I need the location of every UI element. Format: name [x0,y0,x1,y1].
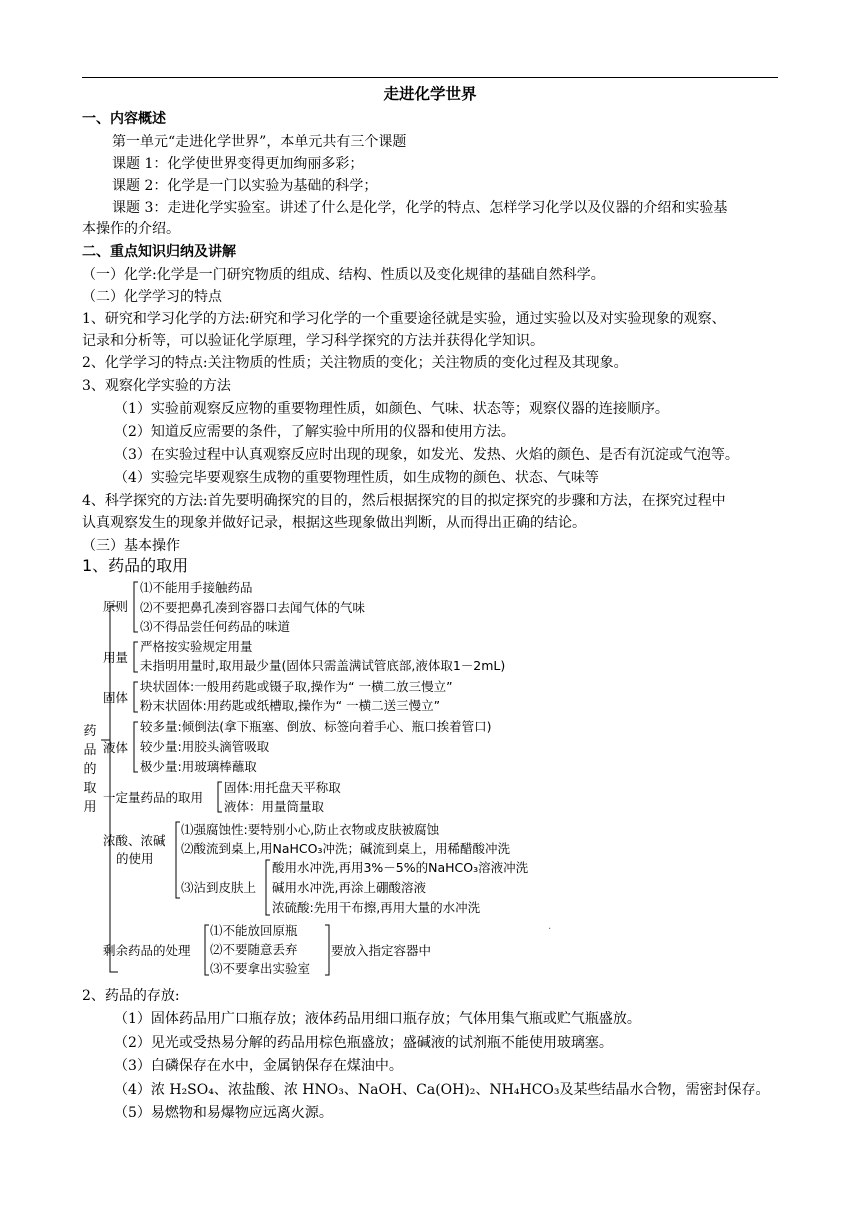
paragraph: （一）化学:化学是一门研究物质的组成、结构、性质以及变化规律的基础自然科学。 [82,267,605,283]
tree-leaf: 酸用水冲洗,再用3%－5%的NaHCO₃溶液冲洗 [272,860,529,875]
list-item: （5）易燃物和易爆物应远离火源。 [114,1105,333,1121]
list-item: （3）白磷保存在水中，金属钠保存在煤油中。 [114,1058,403,1074]
node-concentrated-usage: 的使用 [116,851,154,866]
tree-leaf: ⑵不要随意丢弃 [210,942,298,957]
paragraph: 记录和分析等，可以验证化学原理，学习科学探究的方法并获得化学知识。 [82,333,544,349]
section-heading-overview: 一、内容概述 [82,111,166,127]
section-heading-key-points: 二、重点知识归纳及讲解 [82,244,236,260]
tree-leaf: 极少量:用玻璃棒蘸取 [140,759,257,774]
tree-leaf: 要放入指定容器中 [331,943,432,958]
subheading: （三）基本操作 [82,538,180,554]
tree-leaf: 液体：用量筒量取 [224,799,325,814]
list-item: （3）在实验过程中认真观察反应时出现的现象，如发光、发热、火焰的颜色、是否有沉淀或气泡等。 [114,447,739,463]
paragraph: 1、研究和学习化学的方法:研究和学习化学的一个重要途径就是实验，通过实验以及对实验现象的观察、 [82,311,726,327]
stray-mark: . [548,921,552,932]
page-title: 走进化学世界 [383,85,477,103]
list-item: （1）固体药品用广口瓶存放；液体药品用细口瓶存放；气体用集气瓶或贮气瓶盛放。 [114,1011,641,1027]
list-item: （1）实验前观察反应物的重要物理性质，如颜色、气味、状态等；观察仪器的连接顺序。 [114,401,669,417]
paragraph: 课题 2：化学是一门以实验为基础的科学； [112,178,378,194]
paragraph: 认真观察发生的现象并做好记录，根据这些现象做出判断，从而得出正确的结论。 [82,515,586,531]
tree-leaf: 浓硫酸:先用干布擦,再用大量的水冲洗 [272,900,481,915]
node-solid: 固体 [103,690,129,705]
tree-leaf: 严格按实验规定用量 [140,639,253,654]
paragraph: 本操作的介绍。 [82,221,180,237]
tree-leaf: 较多量:倾倒法(拿下瓶塞、倒放、标签向着手心、瓶口挨着管口) [140,719,492,734]
paragraph: 第一单元“走进化学世界”，本单元共有三个课题 [112,134,407,150]
tree-leaf: 较少量:用胶头滴管吸取 [140,739,270,754]
paragraph: 4、科学探究的方法:首先要明确探究的目的，然后根据探究的目的拟定探究的步骤和方法，在探究过程中 [82,493,726,509]
node-liquid: 液体 [103,740,129,755]
tree-leaf: ⑴强腐蚀性:要特别小心,防止衣物或皮肤被腐蚀 [181,822,440,837]
subheading: 2、药品的存放: [82,988,180,1004]
list-item: （2）知道反应需要的条件，了解实验中所用的仪器和使用方法。 [114,424,515,440]
node-leftover: 剩余药品的处理 [103,943,191,958]
paragraph: 2、化学学习的特点:关注物质的性质；关注物质的变化；关注物质的变化过程及其现象。 [82,355,628,371]
tree-leaf: ⑴不能放回原瓶 [210,923,298,938]
node-fixed-quantity: 一定量药品的取用 [103,790,204,805]
tree-leaf: 块状固体:一般用药匙或镊子取,操作为“ 一横二放三慢立” [140,679,453,694]
list-item: （2）见光或受热易分解的药品用棕色瓶盛放；盛碱液的试剂瓶不能使用玻璃塞。 [114,1035,613,1051]
tree-leaf: 固体:用托盘天平称取 [224,780,341,795]
subheading: 1、药品的取用 [82,556,189,575]
tree-leaf: ⑶沾到皮肤上 [181,880,257,895]
tree-leaf: ⑴不能用手接触药品 [140,580,253,595]
tree-leaf: 粉末状固体:用药匙或纸槽取,操作为“ 一横二送三慢立” [140,698,441,713]
subheading: （二）化学学习的特点 [82,289,222,305]
tree-leaf: ⑶不要拿出实验室 [210,961,311,976]
tree-leaf: 未指明用量时,取用最少量(固体只需盖满试管底部,液体取1－2mL) [140,658,506,673]
paragraph: 3、观察化学实验的方法 [82,378,231,394]
tree-leaf: ⑵酸流到桌上,用NaHCO₃冲洗；碱流到桌上，用稀醋酸冲洗 [181,841,510,856]
list-item: （4）浓 H₂SO₄、浓盐酸、浓 HNO₃、NaOH、Ca(OH)₂、NH₄HCO₃及某些结晶水合物，需密封保存。 [114,1082,770,1098]
node-dosage: 用量 [103,650,129,665]
tree-leaf: 碱用水冲洗,再涂上硼酸溶液 [272,880,426,895]
node-concentrated: 浓酸、浓碱 [103,833,166,848]
tree-root-label: 药 品 的 取 用 [83,724,97,815]
tree-leaf: ⑵不要把鼻孔凑到容器口去闻气体的气味 [140,600,366,615]
tree-leaf: ⑶不得品尝任何药品的味道 [140,619,291,634]
list-item: （4）实验完毕要观察生成物的重要物理性质，如生成物的颜色、状态、气味等 [114,470,599,486]
paragraph: 课题 3：走进化学实验室。讲述了什么是化学，化学的特点、怎样学习化学以及仪器的介绍和实验基 [112,200,728,216]
paragraph: 课题 1：化学使世界变得更加绚丽多彩； [112,156,364,172]
node-principle: 原则 [103,599,129,614]
